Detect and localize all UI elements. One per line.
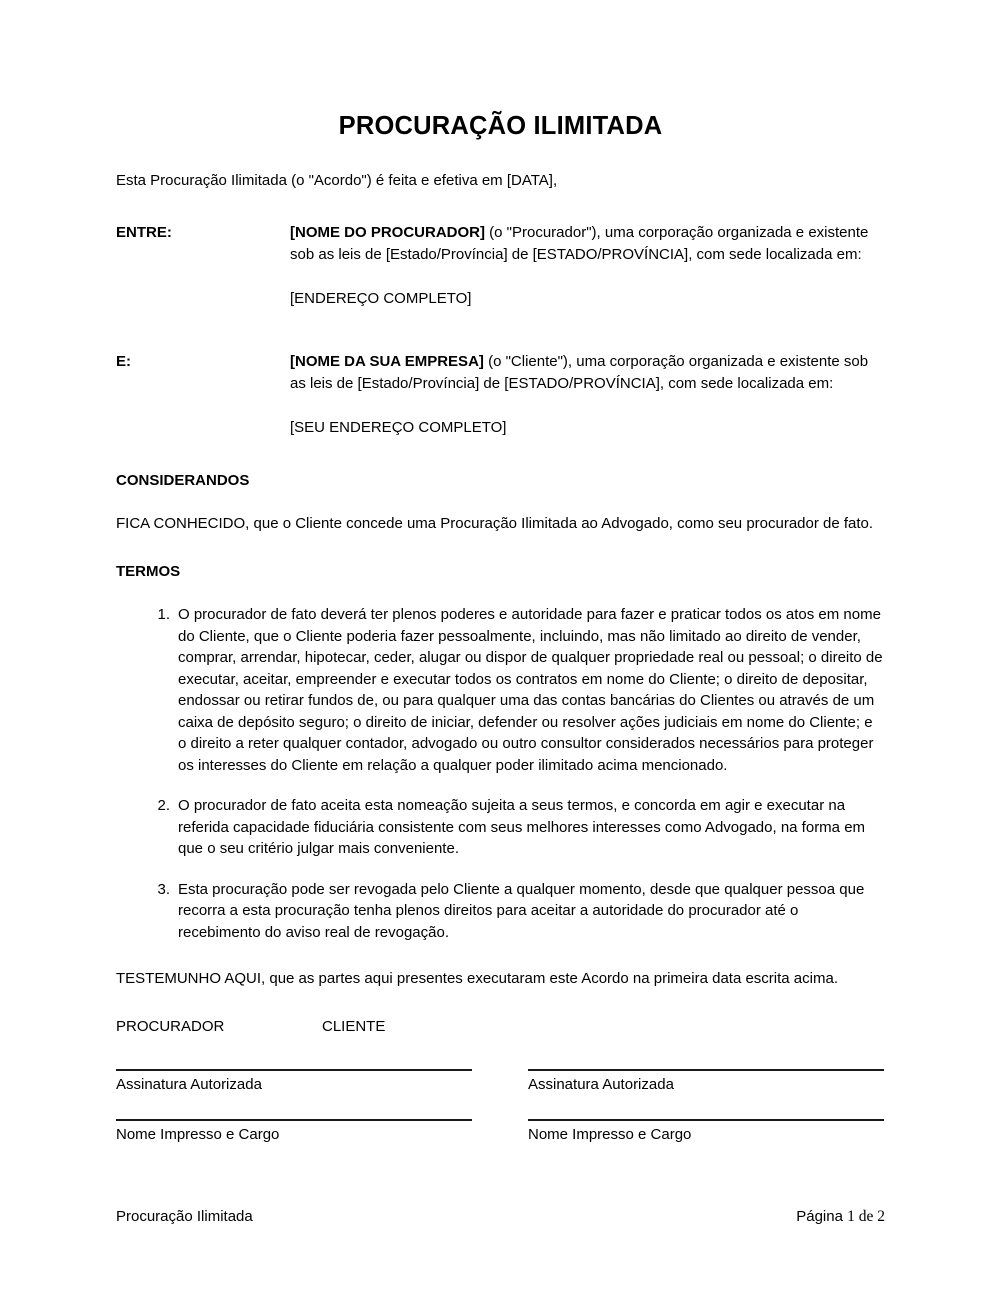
signature-row-authorized [116,1037,885,1095]
section-heading-termos: TERMOS [116,563,181,581]
party-block-cliente [116,310,885,439]
party-label-e: E: [116,352,131,370]
party-detail-procurador: (o "Procurador"), uma corporação organizada e existente sob as leis de [Estado/Província] de [ESTADO/PROVÍNCIA], com sede localizada em: [290,223,869,263]
signature-caption: Assinatura Autorizada [116,1075,262,1093]
footer-page-number [796,1206,885,1228]
signature-block-cliente-signature [528,1069,884,1095]
party-description-procurador [290,222,885,266]
party-description-cliente [290,351,885,395]
party-name-cliente: [NOME DA SUA EMPRESA] [290,352,484,370]
party-name-procurador: [NOME DO PROCURADOR] [290,223,485,241]
closing-paragraph: TESTEMUNHO AQUI, que as partes aqui presentes executaram este Acordo na primeira data escrita acima. [116,970,838,988]
footer-page-numbering: 1 de 2 [847,1208,885,1225]
footer-document-name: Procuração Ilimitada [116,1208,253,1225]
document-content [116,0,885,1145]
party-address-cliente: [SEU ENDEREÇO COMPLETO] [290,418,507,436]
signature-heading-cliente: CLIENTE [322,1017,386,1035]
party-body-procurador [290,222,885,310]
page-title: PROCURAÇÃO ILIMITADA [338,112,663,140]
printed-name-caption: Nome Impresso e Cargo [116,1125,280,1143]
list-item: O procurador de fato aceita esta nomeação sujeita a seus termos, e concorda em agir e executar na referida capacidade fiduciária consistente com seus melhores interesses como Advogado, na forma em que o seu critério julgar mais conveniente. [178,797,866,858]
page-footer [116,1206,885,1228]
list-item: O procurador de fato deverá ter plenos poderes e autoridade para fazer e praticar todos os atos em nome do Cliente, que o Cliente poderia fazer pessoalmente, incluindo, mas não limitado ao direito de vender, comprar, arrendar, hipotecar, ceder, alugar ou dispor de qualquer propriedade real ou pessoal; o direito de executar, aceitar, empreender e executar todos os contratos em nome do Cliente; o direito de depositar, endossar ou retirar fundos de, ou para qualquer uma das contas bancárias do Clientes ou através de um caixa de depósito seguro; o direito de iniciar, defender ou resolver ações judiciais em nome do Cliente; e o direito a reter qualquer contador, advogado ou outro consultor considerados necessários para proteger os interesses do Cliente em relação a qualquer poder ilimitado acima mencionado. [178,606,883,774]
list-item: Esta procuração pode ser revogada pelo Cliente a qualquer momento, desde que qualquer pessoa que recorra a esta procuração tenha plenos direitos para aceitar a autoridade do procurador até o recebimento do aviso real de revogação. [178,880,865,941]
party-body-cliente [290,351,885,439]
signature-caption: Assinatura Autorizada [528,1075,674,1093]
signature-heading-procurador: PROCURADOR [116,1017,225,1035]
considerandos-paragraph: FICA CONHECIDO, que o Cliente concede uma Procuração Ilimitada ao Advogado, como seu procurador de fato. [116,514,874,532]
signature-block-procurador-signature [116,1069,472,1095]
party-label-entre: ENTRE: [116,223,172,241]
party-address-procurador: [ENDEREÇO COMPLETO] [290,289,472,307]
section-heading-considerandos: CONSIDERANDOS [116,471,250,489]
signature-column-headings [116,990,885,1037]
printed-name-caption: Nome Impresso e Cargo [528,1125,692,1143]
party-detail-cliente: (o "Cliente"), uma corporação organizada e existente sob as leis de [Estado/Província] de [ESTADO/PROVÍNCIA], com sede localizada em: [290,352,869,392]
party-block-procurador [116,192,885,310]
signature-block-procurador-name [116,1119,472,1145]
footer-page-word: Página [796,1208,848,1225]
intro-paragraph: Esta Procuração Ilimitada (o "Acordo") é feita e efetiva em [DATA], [116,172,558,190]
signature-block-cliente-name [528,1119,884,1145]
signature-row-printed-name [116,1095,885,1145]
terms-list [116,582,885,943]
